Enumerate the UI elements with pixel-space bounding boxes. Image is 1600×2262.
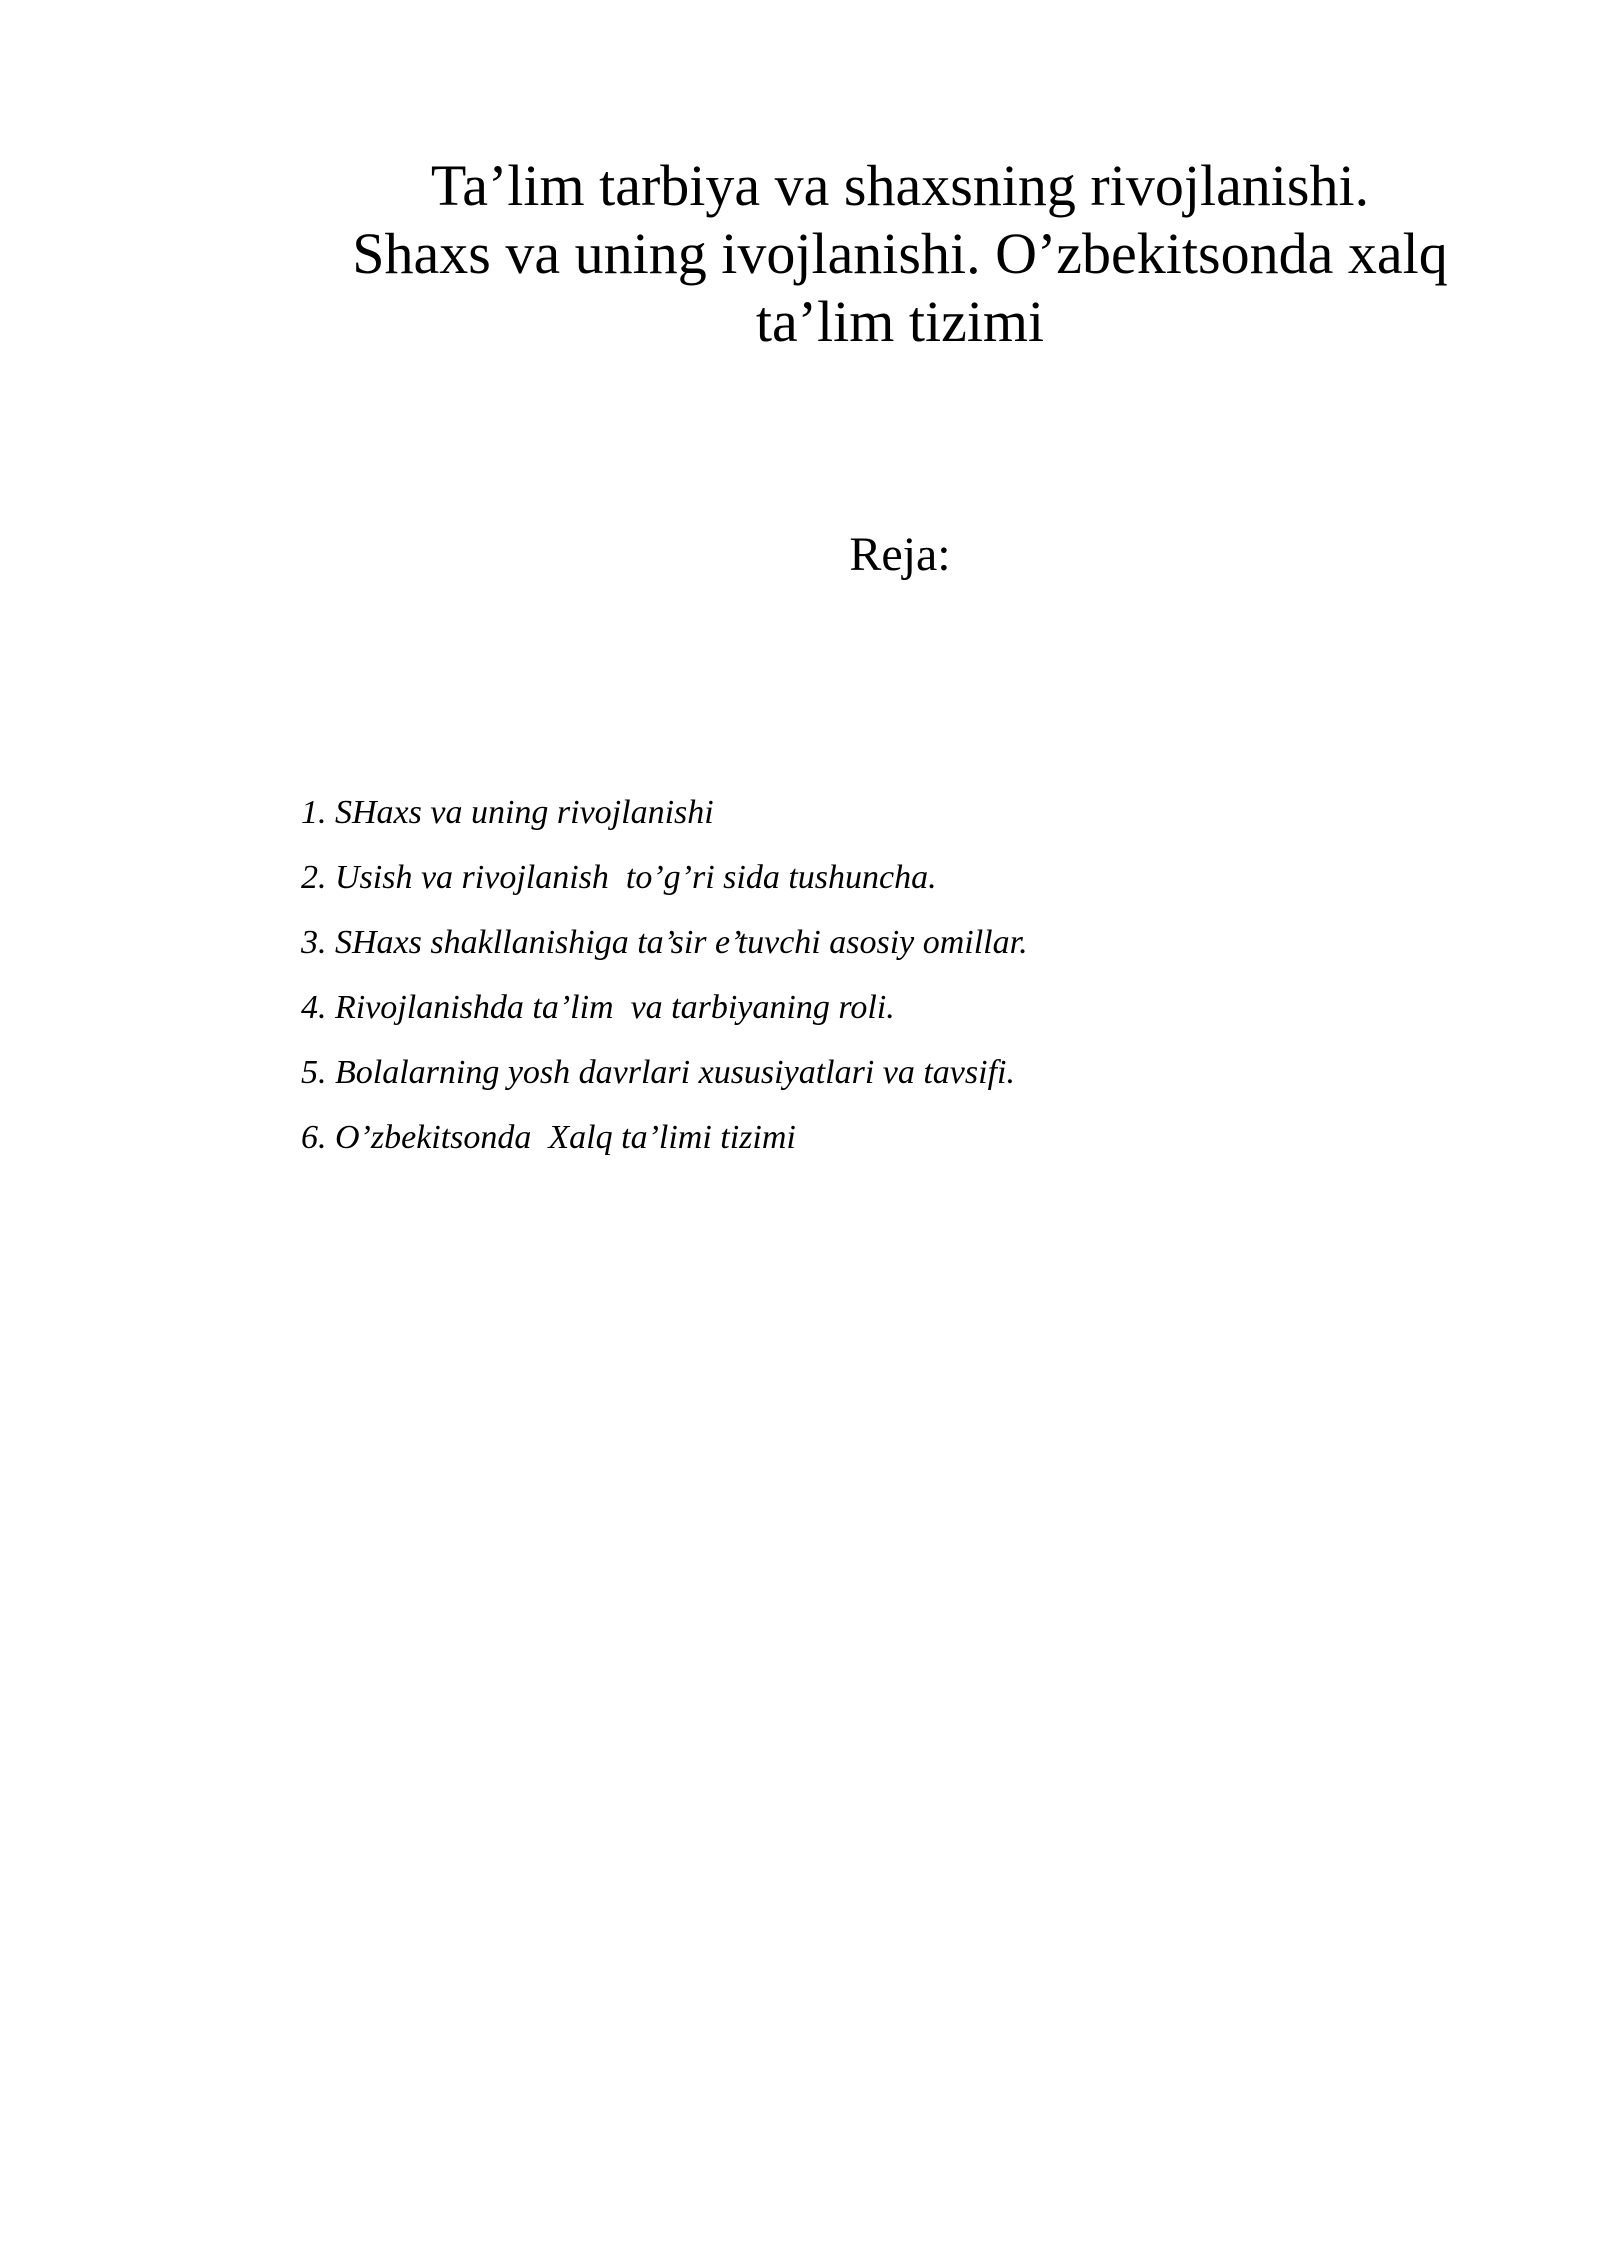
plan-item-1: 1. SHaxs va uning rivojlanishi bbox=[301, 794, 714, 831]
plan-item-4: 4. Rivojlanishda ta’lim va tarbiyaning roli. bbox=[301, 989, 895, 1026]
title-line-2: Shaxs va uning ivojlanishi. O’zbekitsonda xalq bbox=[352, 221, 1448, 286]
plan-heading: Reja: bbox=[849, 528, 951, 581]
plan-item-3: 3. SHaxs shakllanishiga ta’sir e’tuvchi asosiy omillar. bbox=[301, 924, 1028, 961]
title-line-3: ta’lim tizimi bbox=[755, 289, 1045, 354]
title-line-1: Ta’lim tarbiya va shaxsning rivojlanishi. bbox=[430, 153, 1370, 218]
plan-item-6: 6. O’zbekitsonda Xalq ta’limi tizimi bbox=[301, 1119, 796, 1156]
plan-list bbox=[301, 780, 1028, 1170]
document-title bbox=[300, 152, 1500, 356]
plan-item-2: 2. Usish va rivojlanish to’g’ri sida tushuncha. bbox=[301, 859, 937, 896]
plan-item-5: 5. Bolalarning yosh davrlari xususiyatlari va tavsifi. bbox=[301, 1054, 1015, 1091]
